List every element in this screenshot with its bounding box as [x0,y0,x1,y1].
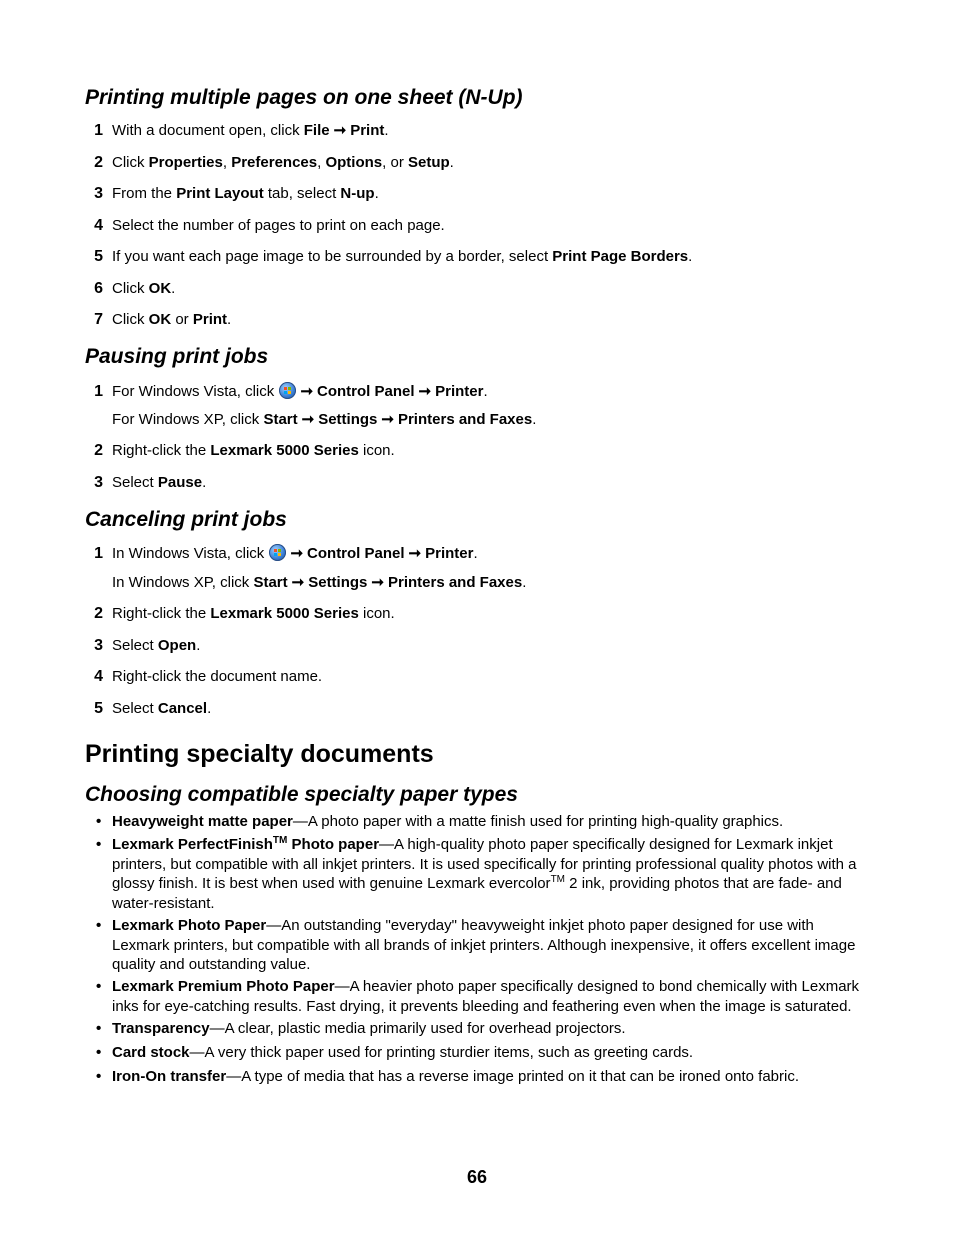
step-number: 1 [94,383,103,400]
section-heading-specialty: Printing specialty documents [85,740,434,768]
step-text: For Windows XP, click Start ➞ Settings ➞ Printers and Faxes. [112,411,537,428]
arrow-icon: ➞ [290,545,304,562]
step-text: Select the number of pages to print on each page. [112,217,445,234]
list-item-text: Transparency—A clear, plastic media primarily used for overhead projectors. [112,1020,626,1037]
step-number: 3 [94,637,103,654]
step-text: Right-click the document name. [112,668,323,685]
list-item-text: Lexmark Photo Paper—An outstanding "everyday" heavyweight inkjet photo paper designed for use with Lexmark printers, but compatible with all brands of inkjet printers. Although inexpensive, it offers excellent image quality and outstanding value. [112,917,856,973]
section-heading-pausing: Pausing print jobs [85,345,269,368]
step-text: If you want each page image to be surrounded by a border, select Print Page Borders. [112,248,693,265]
step-number: 3 [94,474,103,491]
bullet-icon: • [96,1020,102,1037]
bullet-icon: • [96,836,102,853]
arrow-icon: ➞ [418,383,432,400]
step-number: 2 [94,442,103,459]
section-heading-nup: Printing multiple pages on one sheet (N-Up) [85,86,523,109]
bullet-icon: • [96,917,102,934]
step-text: Click Properties, Preferences, Options, or Setup. [112,154,454,171]
menu-print: Print [350,122,385,139]
windows-start-icon [269,544,286,561]
list-item-text: Lexmark PerfectFinish™ Photo paper—A high-quality photo paper specifically designed for Lexmark inkjet printers, but compatible with all inkjet printers. It is used specifically for printing professional quality photos with a glossy finish. It is best when used with genuine Lexmark evercolor™ 2 ink, providing photos that are fade- and water-resistant. [112,835,857,912]
arrow-icon: ➞ [300,383,314,400]
step-number: 1 [94,545,103,562]
page-number: 66 [466,1167,488,1187]
arrow-icon: ➞ [301,411,315,428]
step-number: 4 [94,217,103,234]
arrow-icon: ➞ [381,411,394,428]
step-number: 1 [94,122,103,139]
step-text: Click OK. [112,280,176,297]
section-heading-canceling: Canceling print jobs [85,508,287,531]
step-text: Select Cancel. [112,700,212,717]
arrow-icon: ➞ [291,574,305,591]
list-item-text: Iron-On transfer—A type of media that has a reverse image printed on it that can be ironed onto fabric. [112,1068,800,1085]
step-text: For Windows Vista, click ➞ Control Panel ➞ Printer. [112,383,488,400]
list-item-text: Card stock—A very thick paper used for printing sturdier items, such as greeting cards. [112,1044,694,1061]
bullet-icon: • [96,813,102,830]
arrow-icon: ➞ [333,122,347,139]
bullet-icon: • [96,1044,102,1061]
step-text: Right-click the Lexmark 5000 Series icon. [112,605,395,622]
menu-file: File [303,122,330,139]
step-number: 6 [94,280,103,297]
step-number: 3 [94,185,103,202]
arrow-icon: ➞ [371,574,384,591]
step-number: 7 [94,311,103,328]
list-item-text: Lexmark Premium Photo Paper—A heavier photo paper specifically designed to bond chemically with Lexmark inks for eye-catching results. Fast drying, it prevents bleeding and feathering even when the image is saturated. [112,978,860,1015]
list-item-text: Heavyweight matte paper—A photo paper with a matte finish used for printing high-quality graphics. [112,813,784,830]
subsection-heading-paper-types: Choosing compatible specialty paper types [85,783,518,806]
step-number: 2 [94,605,103,622]
step-text: In Windows XP, click Start ➞ Settings ➞ Printers and Faxes. [112,574,527,591]
step-text: Right-click the Lexmark 5000 Series icon. [112,442,395,459]
step-text: With a document open, click File ➞ Print. [112,122,389,139]
step-number: 5 [94,700,103,717]
step-number: 5 [94,248,103,265]
arrow-icon: ➞ [408,545,422,562]
step-text: Select Pause. [112,474,207,491]
bullet-icon: • [96,1068,102,1085]
step-text: In Windows Vista, click ➞ Control Panel ➞ Printer. [112,545,478,562]
step-text: From the Print Layout tab, select N-up. [112,185,379,202]
step-number: 2 [94,154,103,171]
windows-start-icon [279,382,296,399]
step-text: Click OK or Print. [112,311,232,328]
bullet-icon: • [96,978,102,995]
step-number: 4 [94,668,103,685]
step-text: Select Open. [112,637,201,654]
